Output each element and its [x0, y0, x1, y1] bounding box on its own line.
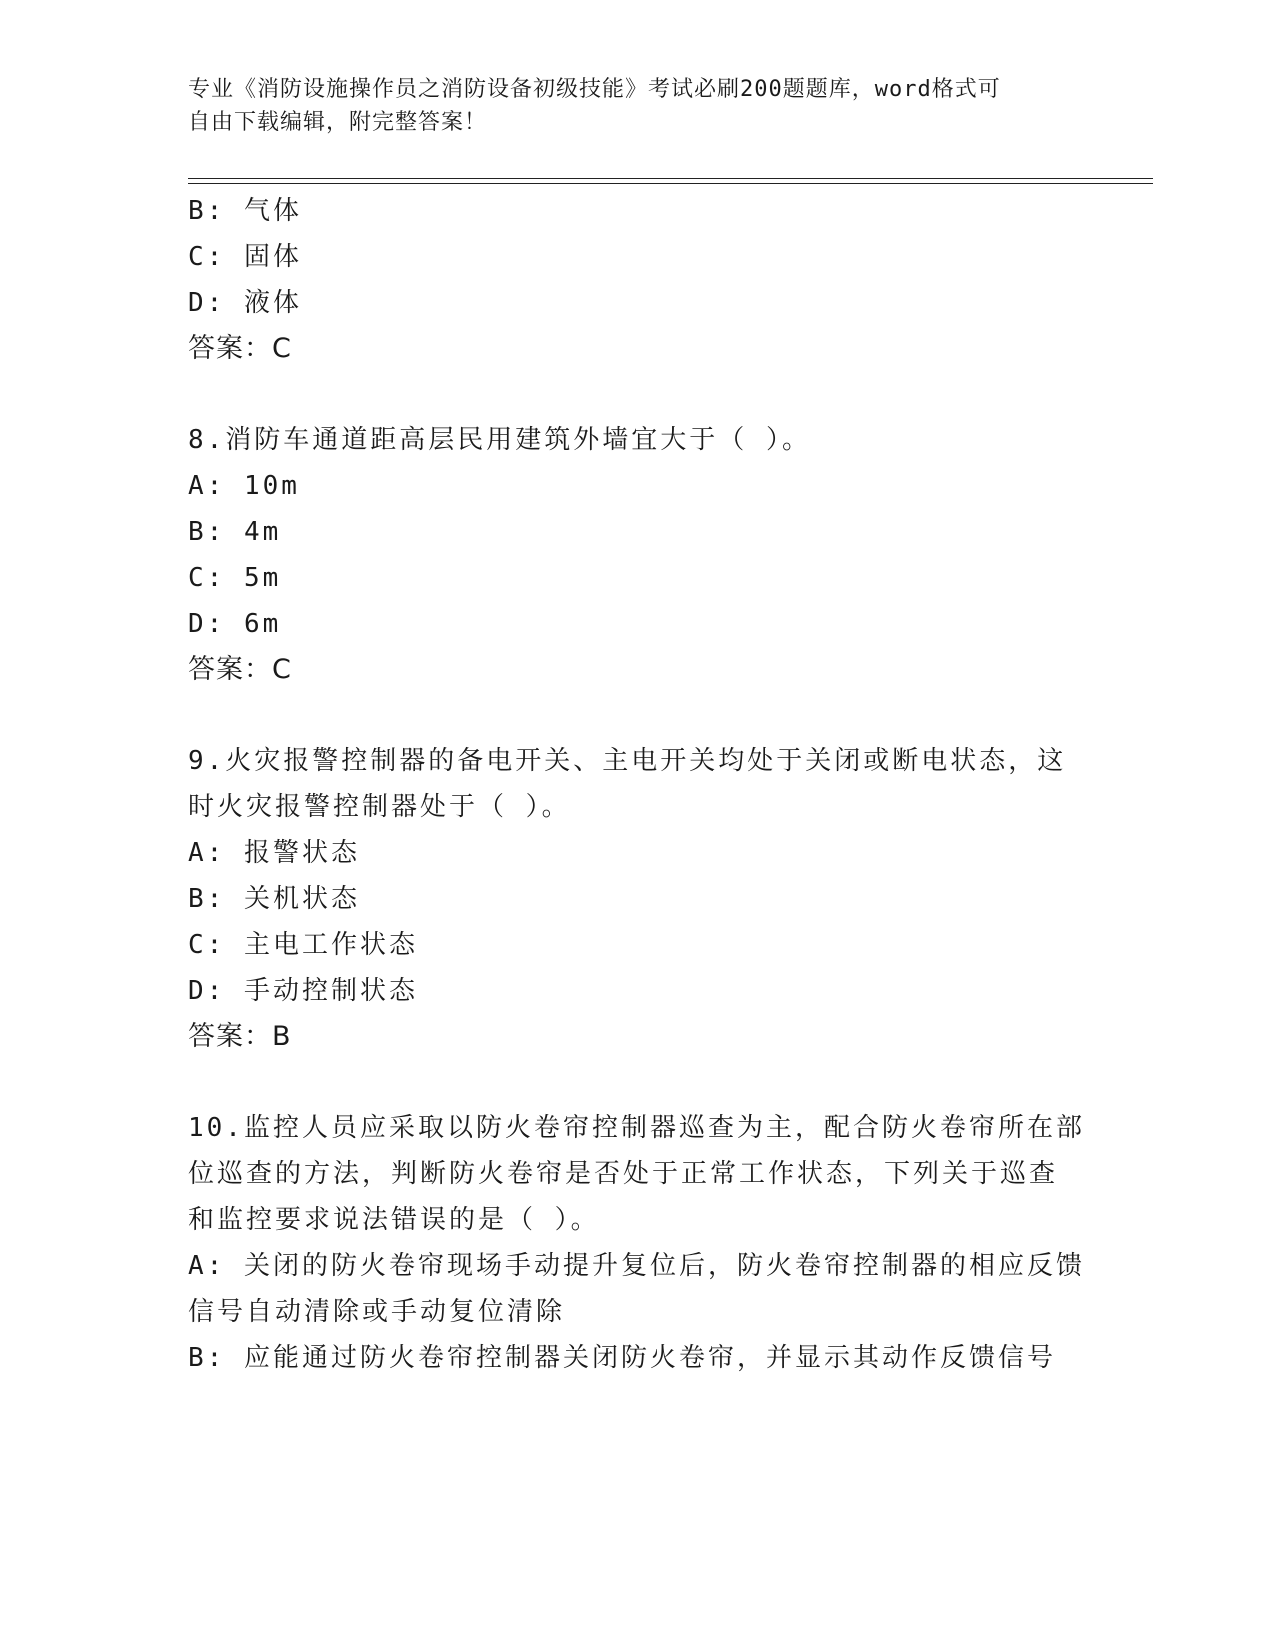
option-b: B: 气体	[188, 196, 302, 226]
answer: 答案：C	[188, 654, 292, 685]
answer: 答案：B	[188, 1021, 292, 1052]
option-a: A: 10m	[188, 471, 300, 501]
option-c: C: 固体	[188, 242, 302, 272]
question-stem: 8.消防车通道距高层民用建筑外墙宜大于（ ）。	[188, 425, 811, 455]
question-8	[188, 417, 1088, 693]
header-rule-top	[188, 178, 1153, 179]
option-d: D: 液体	[188, 288, 302, 318]
option-c: C: 主电工作状态	[188, 930, 418, 960]
question-stem-line-1: 10.监控人员应采取以防火卷帘控制器巡查为主，配合防火卷帘所在部	[188, 1113, 1085, 1143]
answer: 答案：C	[188, 333, 292, 364]
header-rule-bottom	[188, 183, 1153, 184]
question-10	[188, 1105, 1088, 1381]
option-c: C: 5m	[188, 563, 282, 593]
option-b: B: 关机状态	[188, 884, 360, 914]
document-header	[188, 73, 1078, 139]
option-b: B: 4m	[188, 517, 282, 547]
option-a: A: 报警状态	[188, 838, 360, 868]
question-stem-line-3: 和监控要求说法错误的是（ ）。	[188, 1205, 600, 1235]
option-a-line-2: 信号自动清除或手动复位清除	[188, 1297, 566, 1327]
question-stem-line-2: 时火灾报警控制器处于（ ）。	[188, 792, 571, 822]
option-a-line-1: A: 关闭的防火卷帘现场手动提升复位后，防火卷帘控制器的相应反馈	[188, 1251, 1085, 1281]
question-stem-line-2: 位巡查的方法，判断防火卷帘是否处于正常工作状态，下列关于巡查	[188, 1159, 1059, 1189]
option-d: D: 手动控制状态	[188, 976, 418, 1006]
question-7	[188, 188, 1088, 372]
option-b: B: 应能通过防火卷帘控制器关闭防火卷帘，并显示其动作反馈信号	[188, 1343, 1056, 1373]
header-line-2: 自由下载编辑，附完整答案！	[188, 110, 488, 135]
header-line-1: 专业《消防设施操作员之消防设备初级技能》考试必刷200题题库，word格式可	[188, 77, 1001, 102]
option-d: D: 6m	[188, 609, 282, 639]
document-body	[188, 188, 1088, 1381]
question-9	[188, 738, 1088, 1060]
question-stem-line-1: 9.火灾报警控制器的备电开关、主电开关均处于关闭或断电状态，这	[188, 746, 1067, 776]
